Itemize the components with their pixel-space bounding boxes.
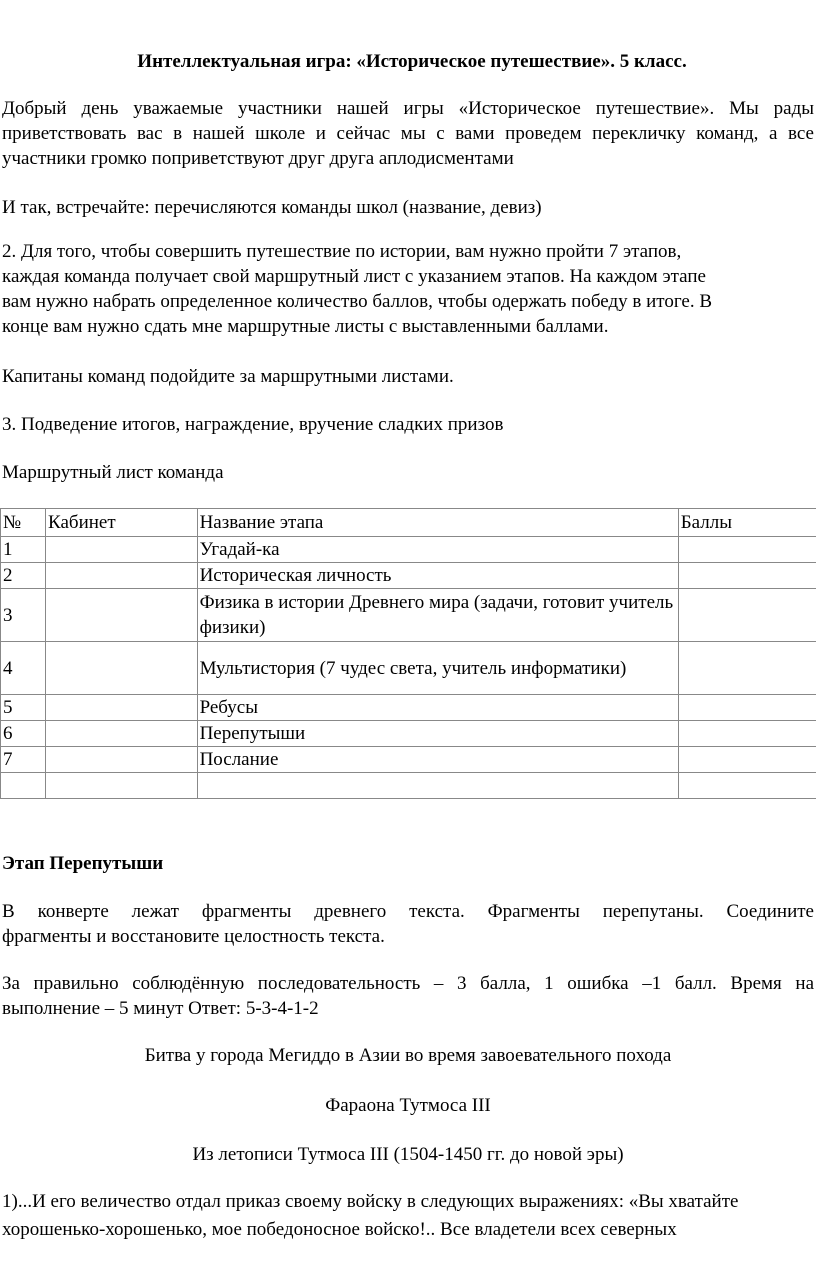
table-row: [1, 642, 816, 695]
row-stage: Угадай-ка: [197, 537, 678, 563]
row-number: 4: [1, 642, 46, 695]
route-sheet-label: Маршрутный лист команда: [2, 462, 224, 483]
row-stage: Историческая личность: [197, 563, 678, 589]
row-points: [678, 537, 816, 563]
route-sheet-table: [0, 508, 816, 799]
point-3-line: 3. Подведение итогов, награждение, вручение сладких призов: [2, 414, 504, 435]
row-points: [678, 695, 816, 721]
header-number: №: [1, 509, 46, 537]
scoring-line: выполнение – 5 минут Ответ: 5-3-4-1-2: [2, 998, 319, 1019]
table-row: [1, 695, 816, 721]
stage-heading: Этап Перепутыши: [2, 853, 164, 874]
point-2-paragraph: [2, 239, 814, 339]
intro-line: участники громко поприветствуют друг друга аплодисментами: [2, 148, 514, 169]
table-header-row: [1, 509, 816, 537]
envelope-line: В конверте лежат фрагменты древнего текста. Фрагменты перепутаны. Соедините: [2, 901, 814, 922]
row-stage: [197, 773, 678, 799]
point-2-line: 2. Для того, чтобы совершить путешествие по истории, вам нужно пройти 7 этапов,: [2, 241, 682, 262]
row-number: 6: [1, 721, 46, 747]
intro-paragraph: [2, 96, 814, 171]
document-title: Интеллектуальная игра: «Историческое путешествие». 5 класс.: [137, 51, 687, 72]
row-room: [46, 695, 198, 721]
point-2-line: конце вам нужно сдать мне маршрутные листы с выставленными баллами.: [2, 316, 609, 337]
row-room: [46, 589, 198, 642]
table-row: [1, 563, 816, 589]
captains-line: Капитаны команд подойдите за маршрутными листами.: [2, 366, 454, 387]
table-row: [1, 537, 816, 563]
row-stage: Послание: [197, 747, 678, 773]
row-points: [678, 773, 816, 799]
row-number: 2: [1, 563, 46, 589]
fragment-paragraph: [2, 1188, 814, 1244]
row-points: [678, 563, 816, 589]
row-room: [46, 537, 198, 563]
row-number: 7: [1, 747, 46, 773]
row-stage: Физика в истории Древнего мира (задачи, готовит учитель физики): [197, 589, 678, 642]
battle-title: Битва у города Мегиддо в Азии во время завоевательного похода: [144, 1045, 672, 1066]
row-number: [1, 773, 46, 799]
row-stage: Мультистория (7 чудес света, учитель информатики): [197, 642, 678, 695]
table-row: [1, 589, 816, 642]
pharaoh-line: Фараона Тутмоса III: [325, 1095, 491, 1116]
intro-line: приветствовать вас в нашей школе и сейчас мы с вами проведем перекличку команд, а все: [2, 123, 814, 144]
row-room: [46, 642, 198, 695]
envelope-paragraph: [2, 899, 814, 949]
row-number: 5: [1, 695, 46, 721]
intro-line: Добрый день уважаемые участники нашей игры «Историческое путешествие». Мы рады: [2, 98, 814, 119]
header-room: Кабинет: [46, 509, 198, 537]
row-stage: Ребусы: [197, 695, 678, 721]
fragment-line: 1)...И его величество отдал приказ своему войску в следующих выражениях: «Вы хватайте: [2, 1191, 739, 1212]
row-room: [46, 747, 198, 773]
point-2-line: каждая команда получает свой маршрутный лист с указанием этапов. На каждом этапе: [2, 266, 706, 287]
teams-line: И так, встречайте: перечисляются команды школ (название, девиз): [2, 197, 542, 218]
row-points: [678, 589, 816, 642]
row-points: [678, 642, 816, 695]
row-points: [678, 721, 816, 747]
point-2-line: вам нужно набрать определенное количество баллов, чтобы одержать победу в итоге. В: [2, 291, 712, 312]
table-row: [1, 721, 816, 747]
row-number: 1: [1, 537, 46, 563]
table-row: [1, 773, 816, 799]
row-number: 3: [1, 589, 46, 642]
envelope-line: фрагменты и восстановите целостность текста.: [2, 926, 385, 947]
table-row: [1, 747, 816, 773]
header-points: Баллы: [678, 509, 816, 537]
chronicle-line: Из летописи Тутмоса III (1504-1450 гг. до новой эры): [192, 1144, 624, 1165]
header-stage: Название этапа: [197, 509, 678, 537]
row-room: [46, 721, 198, 747]
row-stage: Перепутыши: [197, 721, 678, 747]
row-room: [46, 563, 198, 589]
row-points: [678, 747, 816, 773]
scoring-line: За правильно соблюдённую последовательность – 3 балла, 1 ошибка –1 балл. Время на: [2, 973, 814, 994]
row-room: [46, 773, 198, 799]
scoring-paragraph: [2, 971, 814, 1021]
fragment-line: хорошенько-хорошенько, мое победоносное войско!.. Все владетели всех северных: [2, 1219, 677, 1240]
